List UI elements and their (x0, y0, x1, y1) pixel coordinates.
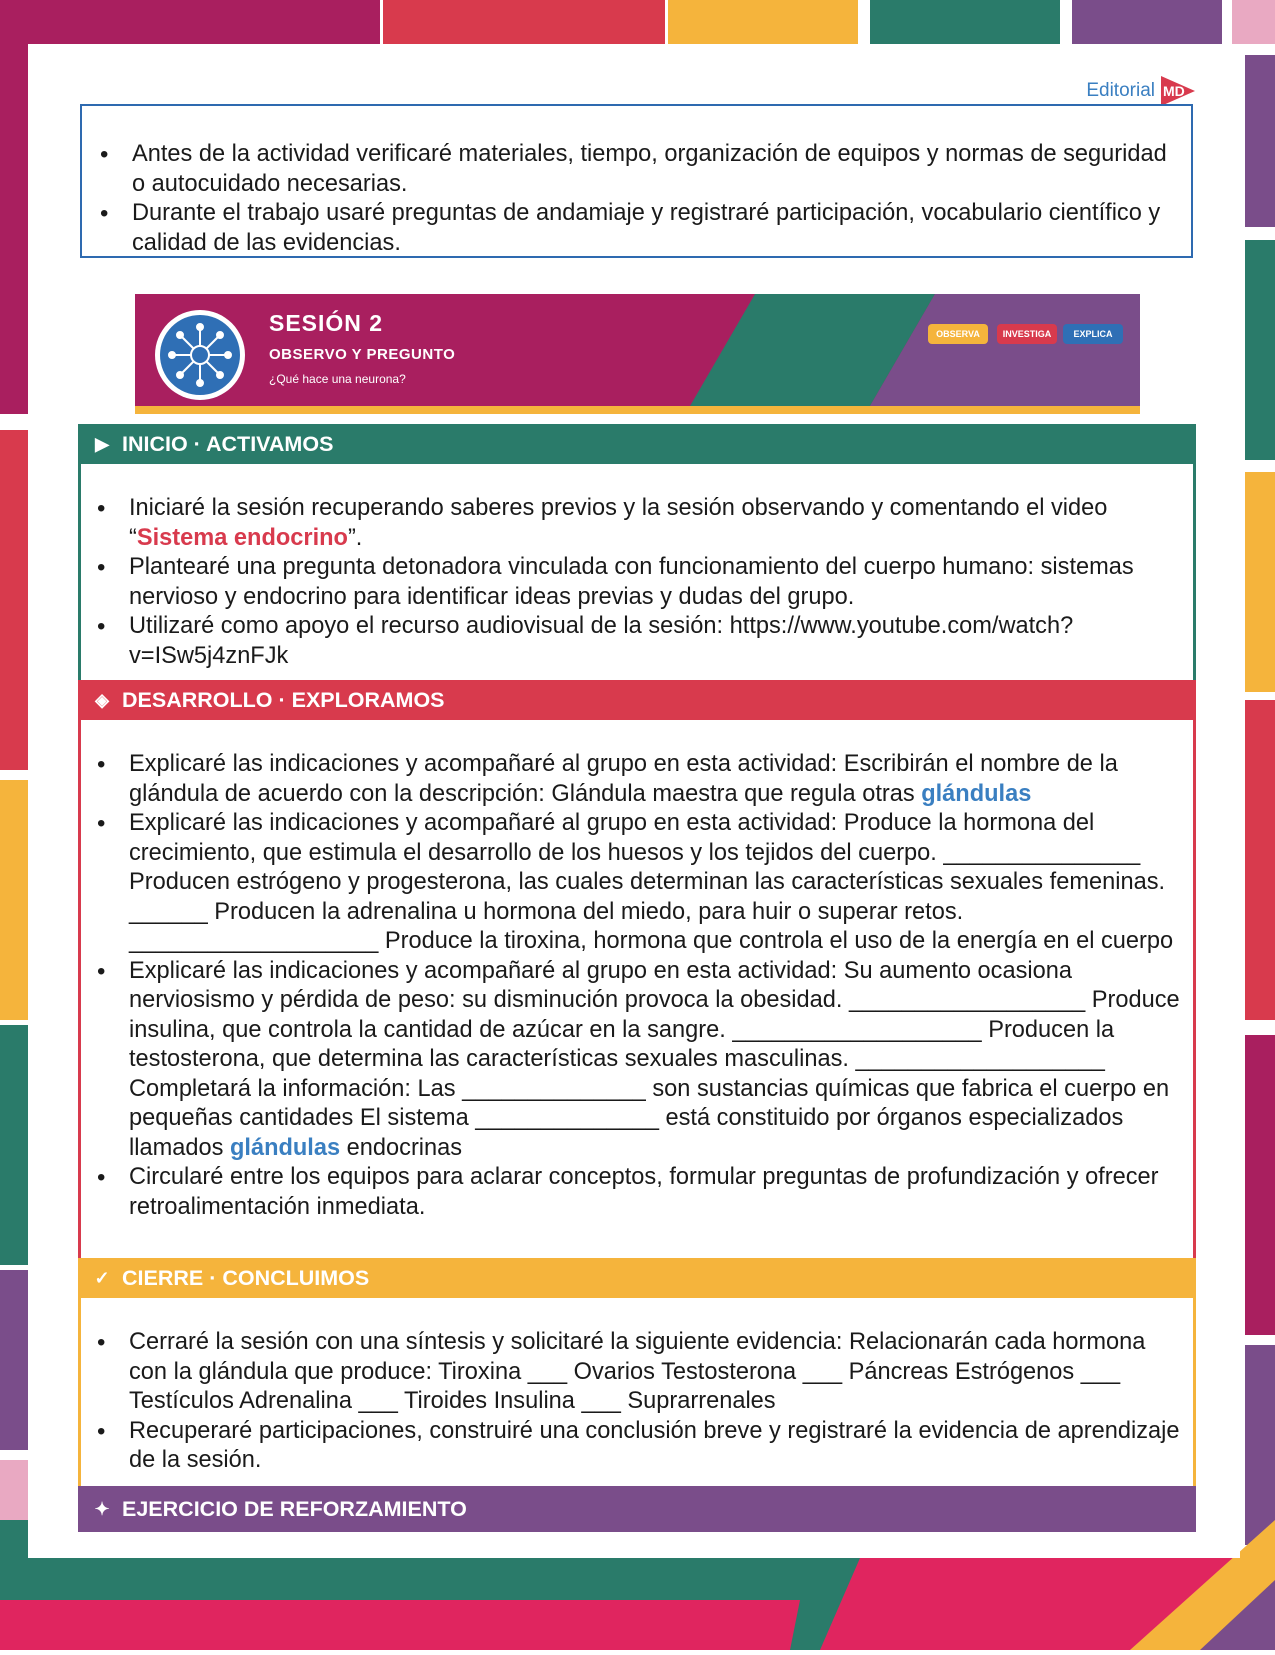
highlight-term: glándulas (921, 780, 1032, 807)
list-item: • Circularé entre los equipos para aclarar conceptos, formular preguntas de profundización y ofrecer retroalimentación inmediata. (87, 1163, 1183, 1222)
section-title: EJERCICIO DE REFORZAMIENTO (122, 1497, 467, 1521)
highlight-term: Sistema endocrino (136, 524, 348, 551)
section-desarrollo (78, 680, 1196, 1258)
section-header (78, 424, 1196, 464)
inicio-list (87, 494, 1183, 671)
list-item: • Explicaré las indicaciones y acompañaré al grupo en esta actividad: Produce la hormona del crecimiento, que estimula el desarrollo de los huesos y los tejidos del cuerpo. _______________ Producen estrógeno y progesterona, las cuales determinan las características sexuales femeninas. ______ Producen la adrenalina u hormona del miedo, para huir o superar retos. ___________________ Produce la tiroxina, hormona que controla el uso de la energía en el cuerpo (87, 809, 1183, 957)
session-question: ¿Qué hace una neurona? (269, 372, 406, 386)
diamond-icon: ◈ (95, 690, 109, 710)
list-item: • Cerraré la sesión con una síntesis y solicitaré la siguiente evidencia: Relacionarán cada hormona con la glándula que produce: Tiroxina ___ Ovarios Testosterona ___ Páncreas Estrógenos ___ Testículos Adrenalina ___ Tiroides Insulina ___ Suprarrenales (87, 1328, 1183, 1417)
list-item: • Durante el trabajo usaré preguntas de andamiaje y registraré participación, vocabulario científico y calidad de las evidencias. (90, 199, 1171, 258)
sparkle-icon: ✦ (94, 1499, 110, 1519)
play-icon: ▶ (95, 434, 109, 454)
list-item: • Explicaré las indicaciones y acompañaré al grupo en esta actividad: Escribirán el nombre de la glándula de acuerdo con la descripción: Glándula maestra que regula otras glándulas (87, 750, 1183, 809)
list-item: • Recuperaré participaciones, construiré una conclusión breve y registraré la evidencia de aprendizaje de la sesión. (87, 1417, 1183, 1476)
section-title: CIERRE · CONCLUIMOS (122, 1266, 370, 1290)
editorial-logo (1086, 74, 1197, 108)
section-body (81, 464, 1193, 671)
list-item: • Utilizaré como apoyo el recurso audiovisual de la sesión: https://www.youtube.com/watch?v=ISw5j4znFJk (87, 612, 1183, 671)
tag-observa: OBSERVA (928, 324, 988, 344)
list-item: • Explicaré las indicaciones y acompañaré al grupo en esta actividad: Su aumento ocasiona nerviosismo y pérdida de peso: su disminución provoca la obesidad. __________________ Produce insulina, que controla la cantidad de azúcar en la sangre. ___________________ Producen la testosterona, que determina las características sexuales masculinas. ___________________ Completará la información: Las ______________ son sustancias químicas que fabrica el cuerpo en pequeñas cantidades El sistema ______________ está constituido por órganos especializados llamados glándulas endocrinas (87, 957, 1183, 1164)
section-cierre (78, 1258, 1196, 1486)
section-header (78, 1258, 1196, 1298)
cierre-list (87, 1328, 1183, 1476)
highlight-term: glándulas (229, 1134, 341, 1161)
tag-explica: EXPLICA (1063, 324, 1123, 344)
logo-text: Editorial (1086, 80, 1155, 101)
section-inicio (78, 424, 1196, 680)
section-title: DESARROLLO · EXPLORAMOS (122, 688, 445, 712)
section-header (78, 680, 1196, 720)
logo-mark: MD (1163, 83, 1185, 99)
section-body (81, 720, 1193, 1222)
intro-box (80, 104, 1193, 258)
list-item: • Iniciaré la sesión recuperando saberes previos y la sesión observando y comentando el video “Sistema endocrino”. (87, 494, 1183, 553)
check-icon: ✓ (94, 1268, 110, 1288)
tag-investiga: INVESTIGA (997, 324, 1057, 344)
session-subtitle: OBSERVO Y PREGUNTO (269, 346, 456, 363)
intro-list (90, 140, 1171, 258)
list-item: • Plantearé una pregunta detonadora vinculada con funcionamiento del cuerpo humano: sistemas nervioso y endocrino para identificar ideas previas y dudas del grupo. (87, 553, 1183, 612)
section-refuerzo (78, 1486, 1196, 1532)
neuron-icon (160, 315, 240, 395)
session-banner (135, 294, 1140, 414)
md-logo-icon (1159, 74, 1197, 108)
section-title: INICIO · ACTIVAMOS (122, 432, 334, 456)
section-body (81, 1298, 1193, 1476)
session-title: SESIÓN 2 (269, 310, 384, 336)
desarrollo-list (87, 750, 1183, 1222)
section-header (78, 1486, 1196, 1532)
list-item: • Antes de la actividad verificaré materiales, tiempo, organización de equipos y normas de seguridad o autocuidado necesarias. (90, 140, 1171, 199)
banner-icon-circle (155, 310, 245, 400)
